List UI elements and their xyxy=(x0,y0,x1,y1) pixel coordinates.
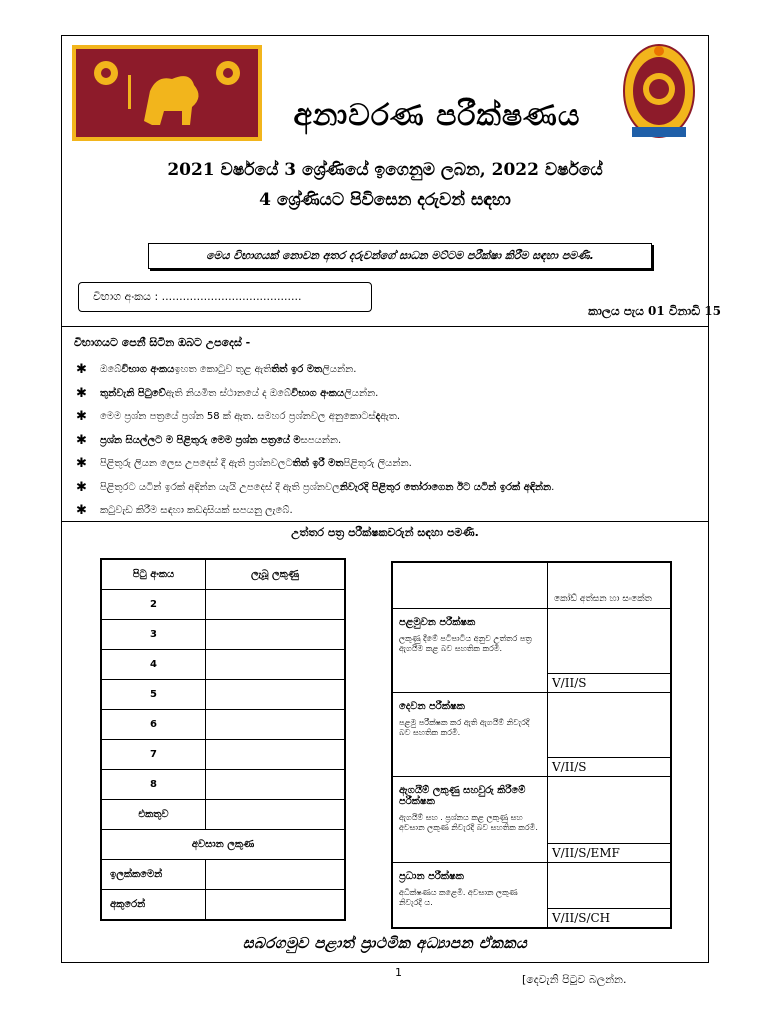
asterisk-icon: ✱ xyxy=(76,385,87,401)
table-row xyxy=(101,650,345,680)
notice-box: මෙය විභාගයක් නොවන අතර දරුවන්ගේ සාධන මට්ටම පරීක්ෂා කිරීම සඳහා පමණි. xyxy=(148,243,652,269)
marks-cell[interactable] xyxy=(206,770,346,800)
marks-cell[interactable] xyxy=(206,650,346,680)
table-row xyxy=(101,680,345,710)
table-row xyxy=(101,890,345,921)
asterisk-icon: ✱ xyxy=(76,432,87,448)
page-number-cell: 5 xyxy=(101,680,206,710)
code-label: V/II/S/EMF xyxy=(552,845,620,860)
asterisk-icon: ✱ xyxy=(76,479,87,495)
marks-cell[interactable] xyxy=(206,620,346,650)
code-label: V/II/S xyxy=(552,675,587,690)
table-row xyxy=(392,608,671,692)
page-number-cell: 4 xyxy=(101,650,206,680)
code-label: V/II/S xyxy=(552,759,587,774)
list-item: ✱ තුන්වැනි පිටුවේ ඇති නියමිත ස්ථානයේ ද ඔබේ විභාග අංකය ලියන්න. xyxy=(76,385,379,401)
in-numbers-cell[interactable] xyxy=(206,860,346,890)
in-words-cell[interactable] xyxy=(206,890,346,921)
in-numbers-label: ඉලක්කමෙන් xyxy=(101,860,206,890)
marks-cell[interactable] xyxy=(206,680,346,710)
main-title: අනාවරණ පරීක්ෂණය xyxy=(293,98,581,133)
table-row xyxy=(101,710,345,740)
list-item: ✱ මෙම ප්‍රශ්න පත්‍රයේ ප්‍රශ්න 58 ක් ඇත. සමහර ප්‍රශ්නවල අනුකොටස් ද ඇත. xyxy=(76,409,401,425)
table-row xyxy=(101,830,345,860)
signature-cell[interactable] xyxy=(548,692,672,776)
total-cell[interactable] xyxy=(206,800,346,830)
list-item: ✱ පිළිතුරට යටින් ඉරක් අඳින්න යැයි උපදෙස් දී ඇති ප්‍රශ්නවල නිවැරදි පිළිතුර තෝරාගෙන ඊට යටින් ඉරක් අඳින්න . xyxy=(76,479,555,495)
marks-cell[interactable] xyxy=(206,590,346,620)
turn-over-note: [දෙවැනි පිටුව බලන්න. xyxy=(522,973,627,986)
examiners-only-heading: උත්තර පත්‍ර පරීක්ෂකවරුන් සඳහා පමණි. xyxy=(291,526,479,539)
subtitle-line-2: 4 ශ්‍රේණියට පිවිසෙන දරුවන් සඳහා xyxy=(259,190,511,210)
table-row xyxy=(101,800,345,830)
signature-cell[interactable] xyxy=(548,776,672,862)
sri-lanka-flag-image xyxy=(72,45,262,141)
marks-table xyxy=(100,558,346,921)
signature-cell[interactable] xyxy=(548,608,672,692)
marks-cell[interactable] xyxy=(206,710,346,740)
blank-header-cell xyxy=(392,562,548,608)
table-row xyxy=(101,740,345,770)
asterisk-icon: ✱ xyxy=(76,503,87,519)
col-header-page: පිටු අංකය xyxy=(101,559,206,590)
asterisk-icon: ✱ xyxy=(76,362,87,378)
marks-cell[interactable] xyxy=(206,740,346,770)
page-number-cell: 2 xyxy=(101,590,206,620)
table-row xyxy=(101,590,345,620)
page-number-cell: 7 xyxy=(101,740,206,770)
table-row xyxy=(392,776,671,862)
asterisk-icon: ✱ xyxy=(76,456,87,472)
list-item: ✱ කටුවැඩ කිරීම සඳහා කඩදාසියක් සපයනු ලැබේ. xyxy=(76,503,293,519)
page-number: 1 xyxy=(395,966,402,979)
table-row xyxy=(101,860,345,890)
table-row xyxy=(101,620,345,650)
table-row xyxy=(392,692,671,776)
subtitle-line-1: 2021 වර්ෂයේ 3 ශ්‍රේණියේ ඉගෙනුම ලබන, 2022 වර්ෂයේ xyxy=(167,160,603,180)
examiner-role-cell: ඇගයීම් ලකුණු සහවුරු කිරීමේ පරීක්ෂක ඇගයීම් සහ . ප්‍රශ්නය කළ ලකුණු සහ අවසාන ලකුණ නිවැරදි බව සහතික කරමි. xyxy=(392,776,548,862)
page-number-cell: 3 xyxy=(101,620,206,650)
table-row xyxy=(392,862,671,928)
instructions-heading: විභාගයට පෙනී සිටින ඔබට උපදෙස් - xyxy=(74,336,251,349)
instructions-list xyxy=(76,358,554,523)
signature-header: කෝඩ් අත්සන හා සංකේත xyxy=(548,562,672,608)
in-words-label: අකුරෙන් xyxy=(101,890,206,921)
list-item: ✱ ප්‍රශ්න සියල්ලට ම පිළිතුරු මෙම ප්‍රශ්න පත්‍රයේ ම සපයන්න. xyxy=(76,432,342,448)
divider xyxy=(62,326,708,327)
office-name: සබරගමුව පළාත් ප්‍රාථමික අධ්‍යාපන ඒකකය xyxy=(242,934,528,952)
list-item: ✱ ඔබේ විභාග අංකය ඉහත කොටුව තුළ ඇති තිත් ඉර මත ලියන්න. xyxy=(76,362,357,378)
national-emblem-image xyxy=(622,43,696,143)
final-marks-label: අවසාන ලකුණ xyxy=(101,830,345,860)
examiner-role-cell: දෙවන පරීක්ෂක පළමු පරීක්ෂක කර ඇති ඇගයීම් නිවැරදි බව සහතික කරමි. xyxy=(392,692,548,776)
signature-cell[interactable] xyxy=(548,862,672,928)
asterisk-icon: ✱ xyxy=(76,409,87,425)
page-frame xyxy=(61,35,721,963)
divider xyxy=(62,521,708,522)
list-item: ✱ පිළිතුරු ලියන ලෙස උපදෙස් දී ඇති ප්‍රශ්නවලට තිත් ඉරී මත පිළිතුරු ලියන්න. xyxy=(76,456,412,472)
table-row xyxy=(101,559,345,590)
table-row xyxy=(101,770,345,800)
exam-number-field[interactable]: විභාග අංකය : ........................................ xyxy=(78,282,372,312)
total-label: එකතුව xyxy=(101,800,206,830)
code-label: V/II/S/CH xyxy=(552,911,611,925)
examiner-role-cell: ප්‍රධාන පරීක්ෂක අධීක්ෂණය කළෙමි. අවසාන ලකුණ නිවැරදි ය. xyxy=(392,862,548,928)
table-row xyxy=(392,562,671,608)
col-header-marks: ලැබූ ලකුණු xyxy=(206,559,346,590)
exam-duration: කාලය පැය 01 විනාඩි 15 xyxy=(588,304,721,318)
examiner-role-cell: පළමුවන පරීක්ෂක ලකුණු දීමේ පටිපාටිය අනුව උත්තර පත්‍ර ඇගයීම කළ බව සහතික කරමි. xyxy=(392,608,548,692)
page-number-cell: 6 xyxy=(101,710,206,740)
examiner-table xyxy=(391,561,672,929)
page-number-cell: 8 xyxy=(101,770,206,800)
